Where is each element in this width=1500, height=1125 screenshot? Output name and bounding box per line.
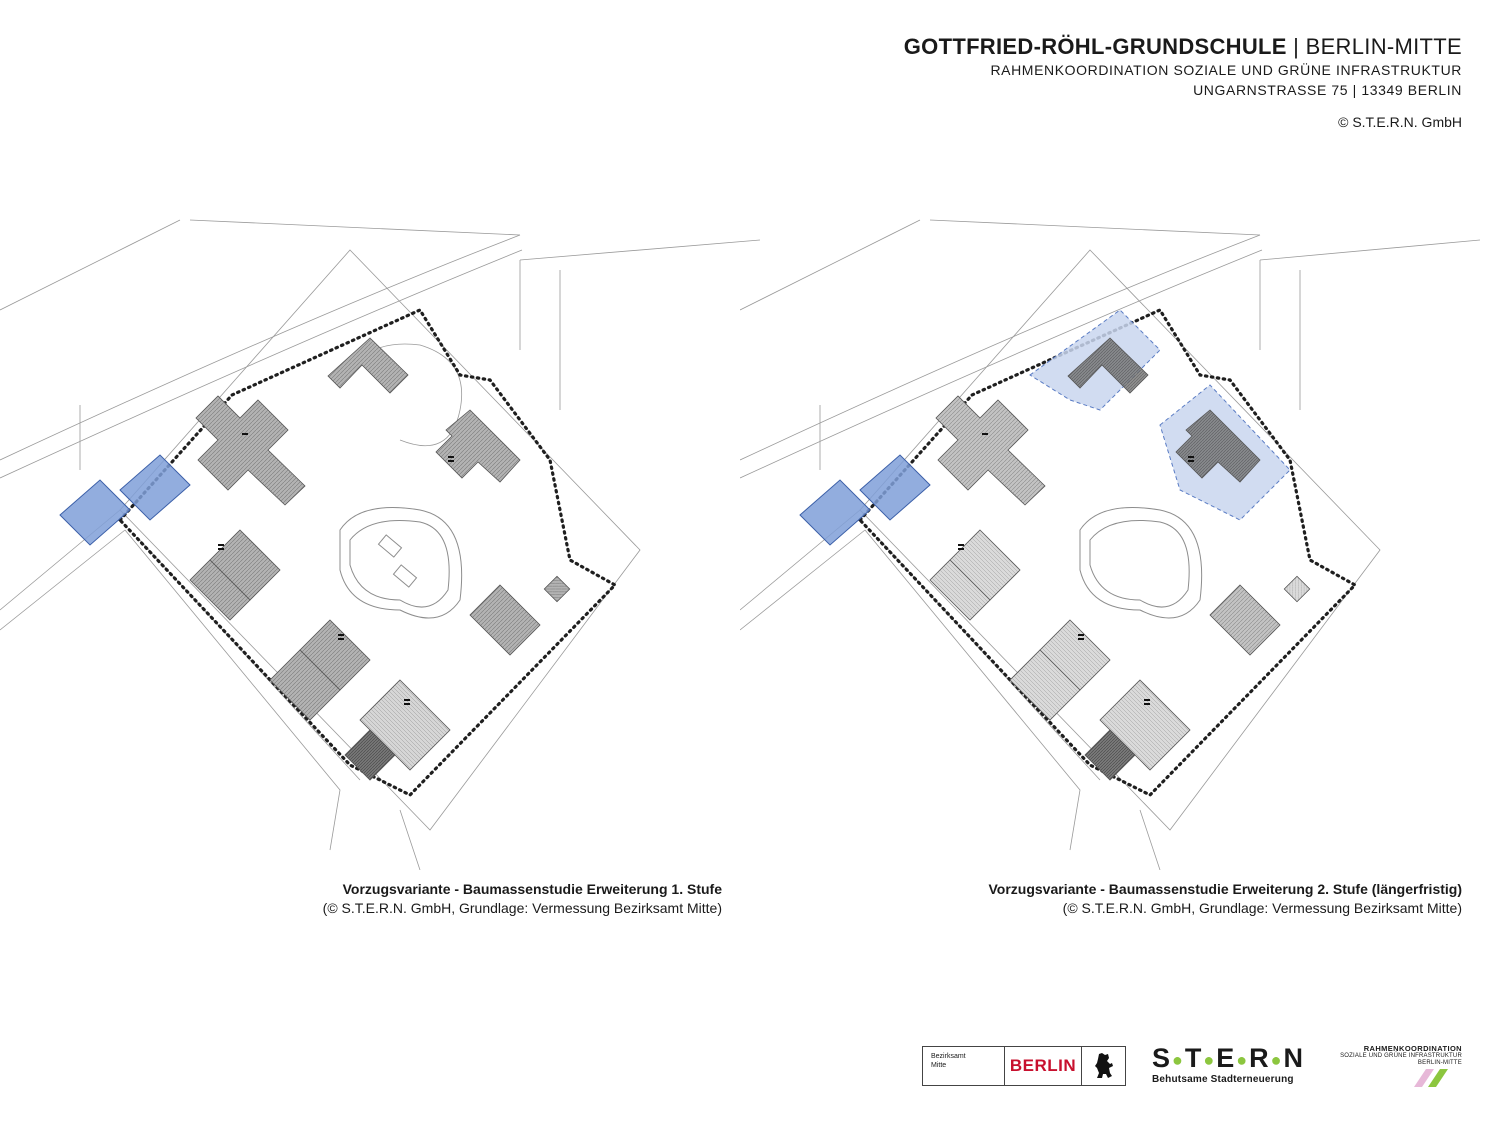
caption-stage-1-source: (© S.T.E.R.N. GmbH, Grundlage: Vermessung Bezirksamt Mitte) — [322, 900, 722, 916]
site-plan-stage-2 — [740, 210, 1500, 870]
building-east — [436, 410, 520, 482]
annex-small — [544, 576, 569, 601]
rahmenkoordination-logo — [1322, 1044, 1462, 1087]
document-title — [904, 34, 1462, 60]
existing-buildings — [190, 338, 570, 780]
rk-line2: BERLIN-MITTE — [1417, 1060, 1462, 1066]
title-separator: | — [1286, 34, 1306, 59]
building-north — [328, 338, 408, 393]
extension-stage-1 — [60, 455, 190, 545]
district-name: BERLIN-MITTE — [1305, 34, 1462, 59]
rk-line1: SOZIALE UND GRÜNE INFRASTRUKTUR — [1340, 1053, 1462, 1059]
building-southeast — [470, 585, 540, 655]
bezirksamt-line2: Mitte — [931, 1062, 947, 1069]
building-cross-north — [196, 396, 305, 505]
document-header — [904, 34, 1462, 130]
caption-stage-1 — [323, 880, 722, 918]
stern-wordmark: S●T●E●R●N — [1152, 1043, 1305, 1073]
logo-footer — [0, 1040, 1500, 1100]
schoolyard — [1080, 508, 1202, 619]
address: UNGARNSTRASSE 75 | 13349 BERLIN — [1193, 82, 1462, 98]
extension-stage-2 — [1030, 310, 1290, 520]
site-plan-stage-1 — [0, 210, 760, 870]
bezirksamt-logo — [922, 1046, 1126, 1086]
existing-buildings — [930, 338, 1310, 780]
rk-stripes-icon — [1322, 1067, 1462, 1087]
caption-stage-2 — [988, 880, 1462, 918]
stern-tagline: Behutsame Stadterneuerung — [1152, 1073, 1294, 1085]
rk-title: RAHMENKOORDINATION — [1363, 1044, 1462, 1053]
schoolyard — [340, 508, 462, 619]
berlin-bear-icon — [1082, 1047, 1125, 1085]
document-subtitle: RAHMENKOORDINATION SOZIALE UND GRÜNE INFRASTRUKTUR — [990, 62, 1462, 78]
berlin-wordmark: BERLIN — [1005, 1047, 1082, 1085]
caption-stage-1-title: Vorzugsvariante - Baumassenstudie Erweiterung 1. Stufe — [342, 881, 722, 897]
extension-stage-1 — [800, 455, 930, 545]
copyright-note: © S.T.E.R.N. GmbH — [1338, 114, 1462, 130]
school-name: GOTTFRIED-RÖHL-GRUNDSCHULE — [903, 34, 1287, 59]
building-southeast — [1210, 585, 1280, 655]
stern-logo — [1152, 1043, 1305, 1085]
caption-stage-2-source: (© S.T.E.R.N. GmbH, Grundlage: Vermessung Bezirksamt Mitte) — [1062, 900, 1462, 916]
annex-small — [1284, 576, 1309, 601]
building-cross-north — [936, 396, 1045, 505]
caption-stage-2-title: Vorzugsvariante - Baumassenstudie Erweiterung 2. Stufe (längerfristig) — [988, 881, 1462, 897]
bezirksamt-line1: Bezirksamt — [931, 1053, 966, 1060]
bezirksamt-label — [923, 1047, 1005, 1085]
